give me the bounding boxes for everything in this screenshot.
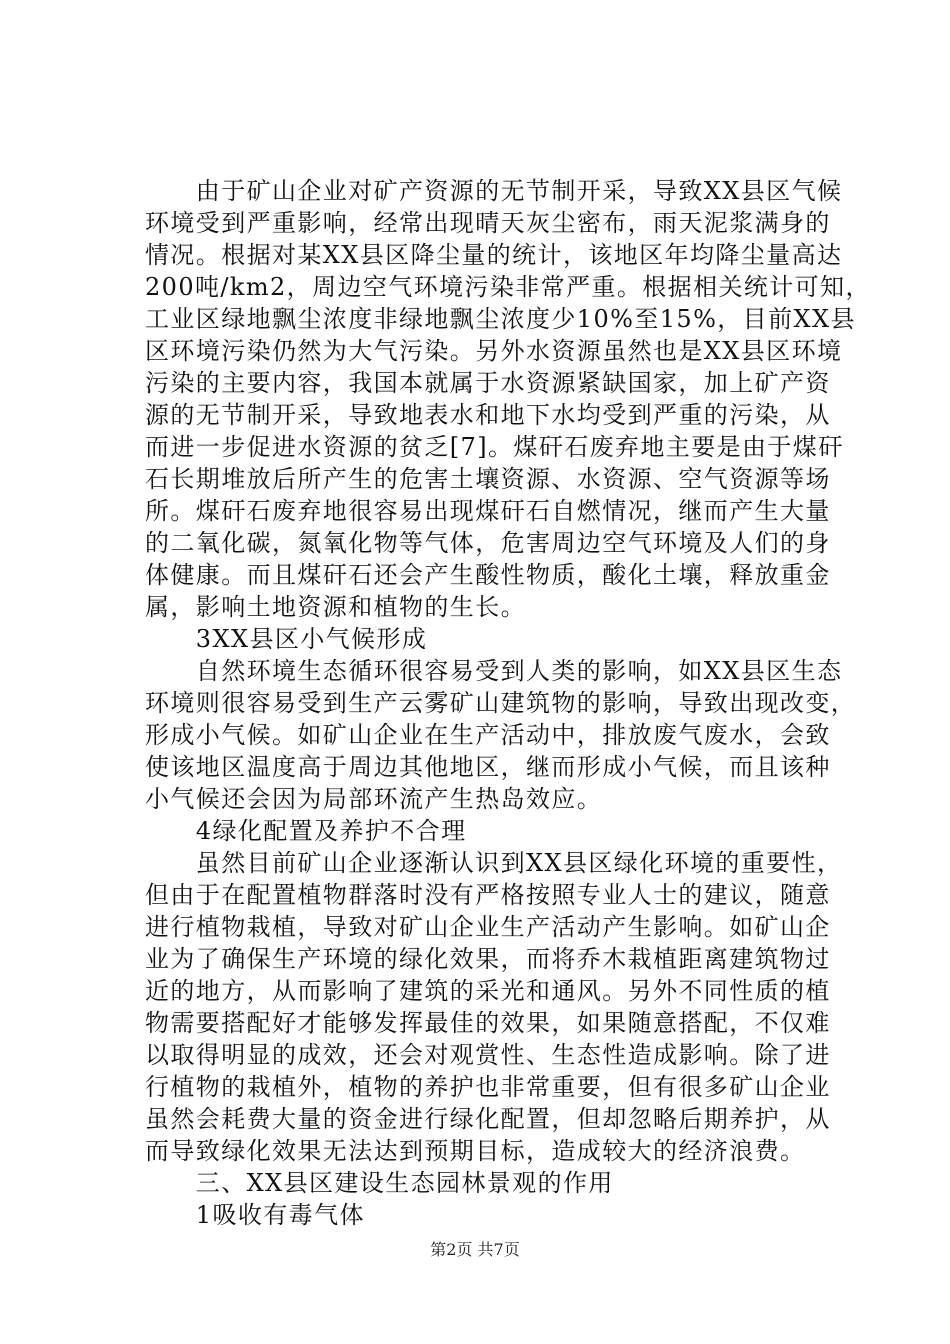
section-heading: 3XX县区小气候形成 [145,625,428,653]
text-line: 的二氧化碳，氮氧化物等气体，危害周边空气环境及人们的身 [145,529,831,557]
text-line: 环境则很容易受到生产云雾矿山建筑物的影响，导致出现改变， [145,689,857,717]
text-line: 由于矿山企业对矿产资源的无节制开采，导致XX县区气候 [145,177,843,205]
text-line: 形成小气候。如矿山企业在生产活动中，排放废气废水，会致 [145,721,831,749]
page-number-footer: 第2页 共7页 [430,1240,520,1259]
text-line: 200吨/km2，周边空气环境污染非常严重。根据相关统计可知， [145,273,871,301]
text-line: 区环境污染仍然为大气污染。另外水资源虽然也是XX县区环境 [145,337,843,365]
text-line: 而导致绿化效果无法达到预期目标，造成较大的经济浪费。 [145,1137,806,1165]
text-line: 虽然目前矿山企业逐渐认识到XX县区绿化环境的重要性， [145,849,843,877]
text-line: 以取得明显的成效，还会对观赏性、生态性造成影响。除了进 [145,1041,831,1069]
text-line: 源的无节制开采，导致地表水和地下水均受到严重的污染，从 [145,401,831,429]
text-line: 近的地方，从而影响了建筑的采光和通风。另外不同性质的植 [145,977,831,1005]
section-heading: 1吸收有毒气体 [145,1201,365,1229]
text-line: 而进一步促进水资源的贫乏[7]。煤矸石废弃地主要是由于煤矸 [145,433,844,461]
text-line: 所。煤矸石废弃地很容易出现煤矸石自燃情况，继而产生大量 [145,497,831,525]
section-heading: 三、XX县区建设生态园林景观的作用 [145,1169,614,1197]
text-line: 石长期堆放后所产生的危害土壤资源、水资源、空气资源等场 [145,465,831,493]
text-line: 使该地区温度高于周边其他地区，继而形成小气候，而且该种 [145,753,831,781]
text-line: 业为了确保生产环境的绿化效果，而将乔木栽植距离建筑物过 [145,945,831,973]
text-line: 物需要搭配好才能够发挥最佳的效果，如果随意搭配，不仅难 [145,1009,831,1037]
section-heading: 4绿化配置及养护不合理 [145,817,467,845]
text-line: 工业区绿地飘尘浓度非绿地飘尘浓度少10%至15%，目前XX县 [145,305,856,333]
text-line: 小气候还会因为局部环流产生热岛效应。 [145,785,603,813]
text-line: 虽然会耗费大量的资金进行绿化配置，但却忽略后期养护，从 [145,1105,831,1133]
text-line: 情况。根据对某XX县区降尘量的统计，该地区年均降尘量高达 [145,241,843,269]
text-line: 环境受到严重影响，经常出现晴天灰尘密布，雨天泥浆满身的 [145,209,831,237]
text-line: 属，影响土地资源和植物的生长。 [145,593,526,621]
text-line: 体健康。而且煤矸石还会产生酸性物质，酸化土壤，释放重金 [145,561,831,589]
text-line: 自然环境生态循环很容易受到人类的影响，如XX县区生态 [145,657,843,685]
text-line: 但由于在配置植物群落时没有严格按照专业人士的建议，随意 [145,881,831,909]
text-line: 行植物的栽植外，植物的养护也非常重要，但有很多矿山企业 [145,1073,831,1101]
text-line: 污染的主要内容，我国本就属于水资源紧缺国家，加上矿产资 [145,369,831,397]
text-line: 进行植物栽植，导致对矿山企业生产活动产生影响。如矿山企 [145,913,831,941]
